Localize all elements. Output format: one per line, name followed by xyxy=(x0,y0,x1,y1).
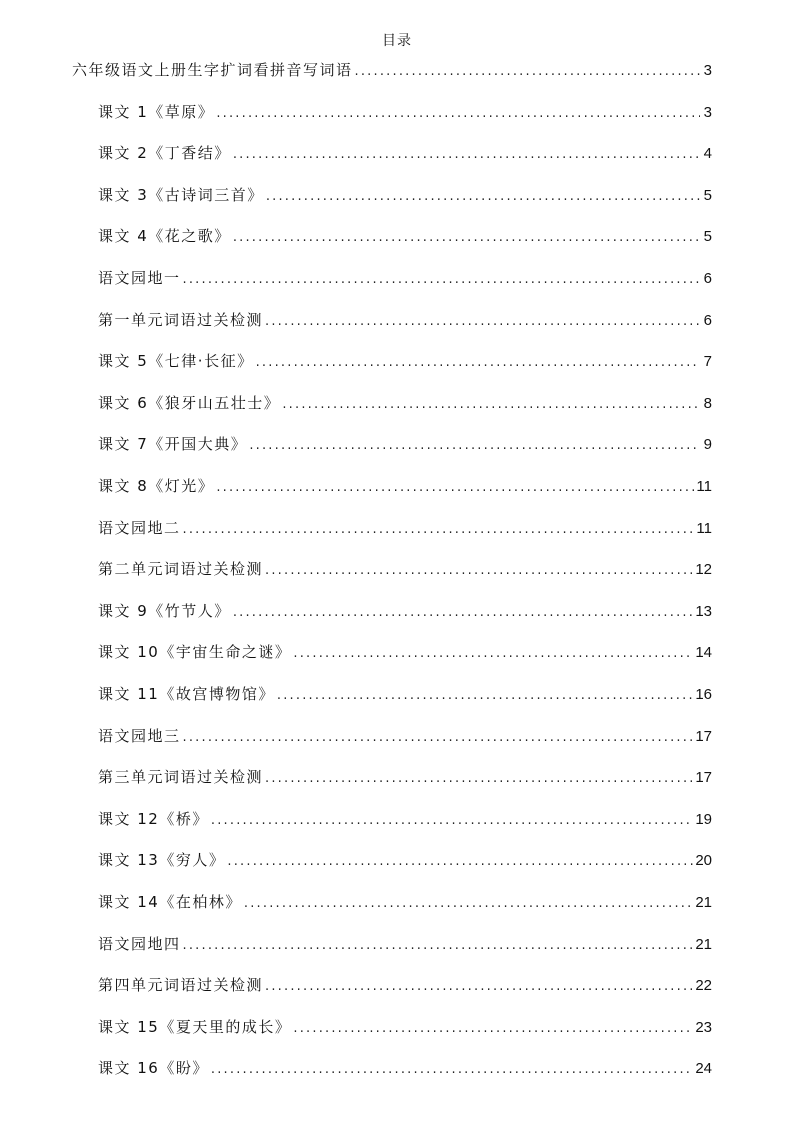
toc-leader-dots xyxy=(355,60,700,84)
toc-leader-dots xyxy=(266,185,700,209)
toc-entry[interactable] xyxy=(98,765,712,789)
toc-entry[interactable] xyxy=(98,474,712,498)
toc-leader-dots xyxy=(277,684,693,708)
toc-leader-dots xyxy=(216,102,700,126)
toc-entry-label: 语文园地四 xyxy=(98,934,181,953)
toc-entry[interactable] xyxy=(98,1056,712,1080)
toc-entry[interactable] xyxy=(98,848,712,872)
toc-entry-label: 第三单元词语过关检测 xyxy=(98,768,264,787)
toc-entry-page: 11 xyxy=(696,478,712,495)
toc-entry-page: 14 xyxy=(695,644,712,662)
toc-leader-dots xyxy=(244,892,693,916)
toc-entry-page: 16 xyxy=(695,686,712,703)
toc-entry-label: 课文 15《夏天里的成长》 xyxy=(98,1017,292,1036)
toc-entry[interactable] xyxy=(98,640,712,664)
toc-entry[interactable] xyxy=(98,183,712,207)
toc-entry-page: 23 xyxy=(695,1018,712,1036)
toc-entry[interactable] xyxy=(98,349,712,373)
toc-leader-dots xyxy=(183,518,695,542)
toc-entry-page: 3 xyxy=(703,103,712,121)
toc-entry[interactable] xyxy=(98,516,712,540)
toc-entry-label: 课文 6《狼牙山五壮士》 xyxy=(98,393,281,412)
toc-entry[interactable] xyxy=(98,724,712,748)
toc-entry[interactable] xyxy=(98,932,712,956)
toc-leader-dots xyxy=(265,975,693,999)
toc-entry[interactable] xyxy=(98,599,712,623)
toc-entry-label: 课文 2《丁香结》 xyxy=(98,144,231,163)
toc-entry[interactable] xyxy=(98,391,712,415)
toc-leader-dots xyxy=(265,767,693,791)
toc-leader-dots xyxy=(256,351,700,375)
toc-entry-page: 5 xyxy=(703,228,712,246)
toc-entry[interactable] xyxy=(98,1015,712,1039)
toc-entry-page: 24 xyxy=(695,1060,712,1078)
toc-entry[interactable] xyxy=(98,557,712,581)
toc-leader-dots xyxy=(265,559,693,583)
toc-entry[interactable] xyxy=(98,266,712,290)
toc-entry-page: 5 xyxy=(703,186,712,204)
toc-leader-dots xyxy=(233,143,700,167)
toc-leader-dots xyxy=(227,850,693,874)
page-title: 目录 xyxy=(382,33,412,49)
toc-entry-page: 21 xyxy=(695,894,712,911)
toc-entry-label: 课文 11《故宫博物馆》 xyxy=(98,685,275,703)
toc-entry-label: 第二单元词语过关检测 xyxy=(98,560,264,579)
toc-entry-page: 17 xyxy=(695,727,712,745)
toc-entry-label: 语文园地一 xyxy=(98,269,181,287)
toc-entry[interactable] xyxy=(98,432,712,456)
toc-leader-dots xyxy=(265,310,700,334)
toc-entry-page: 8 xyxy=(703,394,712,412)
toc-entry[interactable] xyxy=(98,890,712,914)
toc-entry-page: 9 xyxy=(703,436,712,454)
toc-entry-page: 3 xyxy=(703,62,712,79)
toc-leader-dots xyxy=(233,226,700,250)
toc-entry-label: 课文 8《灯光》 xyxy=(98,477,215,495)
toc-entry-label: 六年级语文上册生字扩词看拼音写词语 xyxy=(72,61,353,79)
toc-entry-page: 11 xyxy=(696,519,712,537)
toc-entry[interactable] xyxy=(98,141,712,165)
toc-entry-page: 6 xyxy=(703,311,712,329)
toc-entry-page: 19 xyxy=(695,810,712,828)
toc-entry-label: 课文 7《开国大典》 xyxy=(98,435,248,454)
toc-leader-dots xyxy=(293,1017,693,1041)
toc-entry[interactable] xyxy=(98,973,712,997)
toc-entry-label: 课文 12《桥》 xyxy=(98,809,209,828)
toc-entry-label: 课文 4《花之歌》 xyxy=(98,227,231,246)
toc-entry-page: 21 xyxy=(695,935,712,953)
toc-entry-page: 17 xyxy=(695,769,712,787)
toc-leader-dots xyxy=(282,393,700,417)
toc-leader-dots xyxy=(211,809,693,833)
toc-entry[interactable] xyxy=(98,807,712,831)
toc-entry-label: 第一单元词语过关检测 xyxy=(98,310,264,329)
toc-entry[interactable] xyxy=(98,308,712,332)
toc-entry-page: 7 xyxy=(703,353,712,371)
toc-entry-label: 课文 9《竹节人》 xyxy=(98,601,231,620)
toc-leader-dots xyxy=(249,434,700,458)
toc-entry-label: 课文 5《七律·长征》 xyxy=(98,352,254,371)
toc-entry-label: 课文 13《穷人》 xyxy=(98,851,226,870)
toc-entry[interactable] xyxy=(98,682,712,706)
toc-entry[interactable] xyxy=(98,100,712,124)
toc-entry-label: 课文 14《在柏林》 xyxy=(98,893,242,911)
toc-entry-page: 13 xyxy=(695,602,712,620)
toc-entry-label: 课文 1《草原》 xyxy=(98,102,215,121)
toc-entry[interactable] xyxy=(72,58,712,82)
toc-entry-page: 4 xyxy=(703,145,712,163)
toc-entry-label: 课文 3《古诗词三首》 xyxy=(98,185,264,204)
toc-entry-label: 第四单元词语过关检测 xyxy=(98,976,264,995)
toc-leader-dots xyxy=(293,642,693,666)
toc-leader-dots xyxy=(216,476,694,500)
toc-leader-dots xyxy=(183,268,700,292)
toc-entry[interactable] xyxy=(98,224,712,248)
toc-entry-page: 20 xyxy=(695,852,712,870)
toc-entry-page: 6 xyxy=(703,270,712,287)
toc-leader-dots xyxy=(211,1058,693,1082)
toc-entry-page: 12 xyxy=(695,561,712,579)
toc-entry-label: 课文 16《盼》 xyxy=(98,1059,209,1078)
toc-entry-label: 语文园地二 xyxy=(98,518,181,537)
toc-entry-label: 课文 10《宇宙生命之谜》 xyxy=(98,643,292,662)
toc-leader-dots xyxy=(183,934,694,958)
toc-entry-label: 语文园地三 xyxy=(98,726,181,745)
toc-leader-dots xyxy=(183,726,694,750)
toc-entry-page: 22 xyxy=(695,977,712,995)
toc-leader-dots xyxy=(233,601,694,625)
